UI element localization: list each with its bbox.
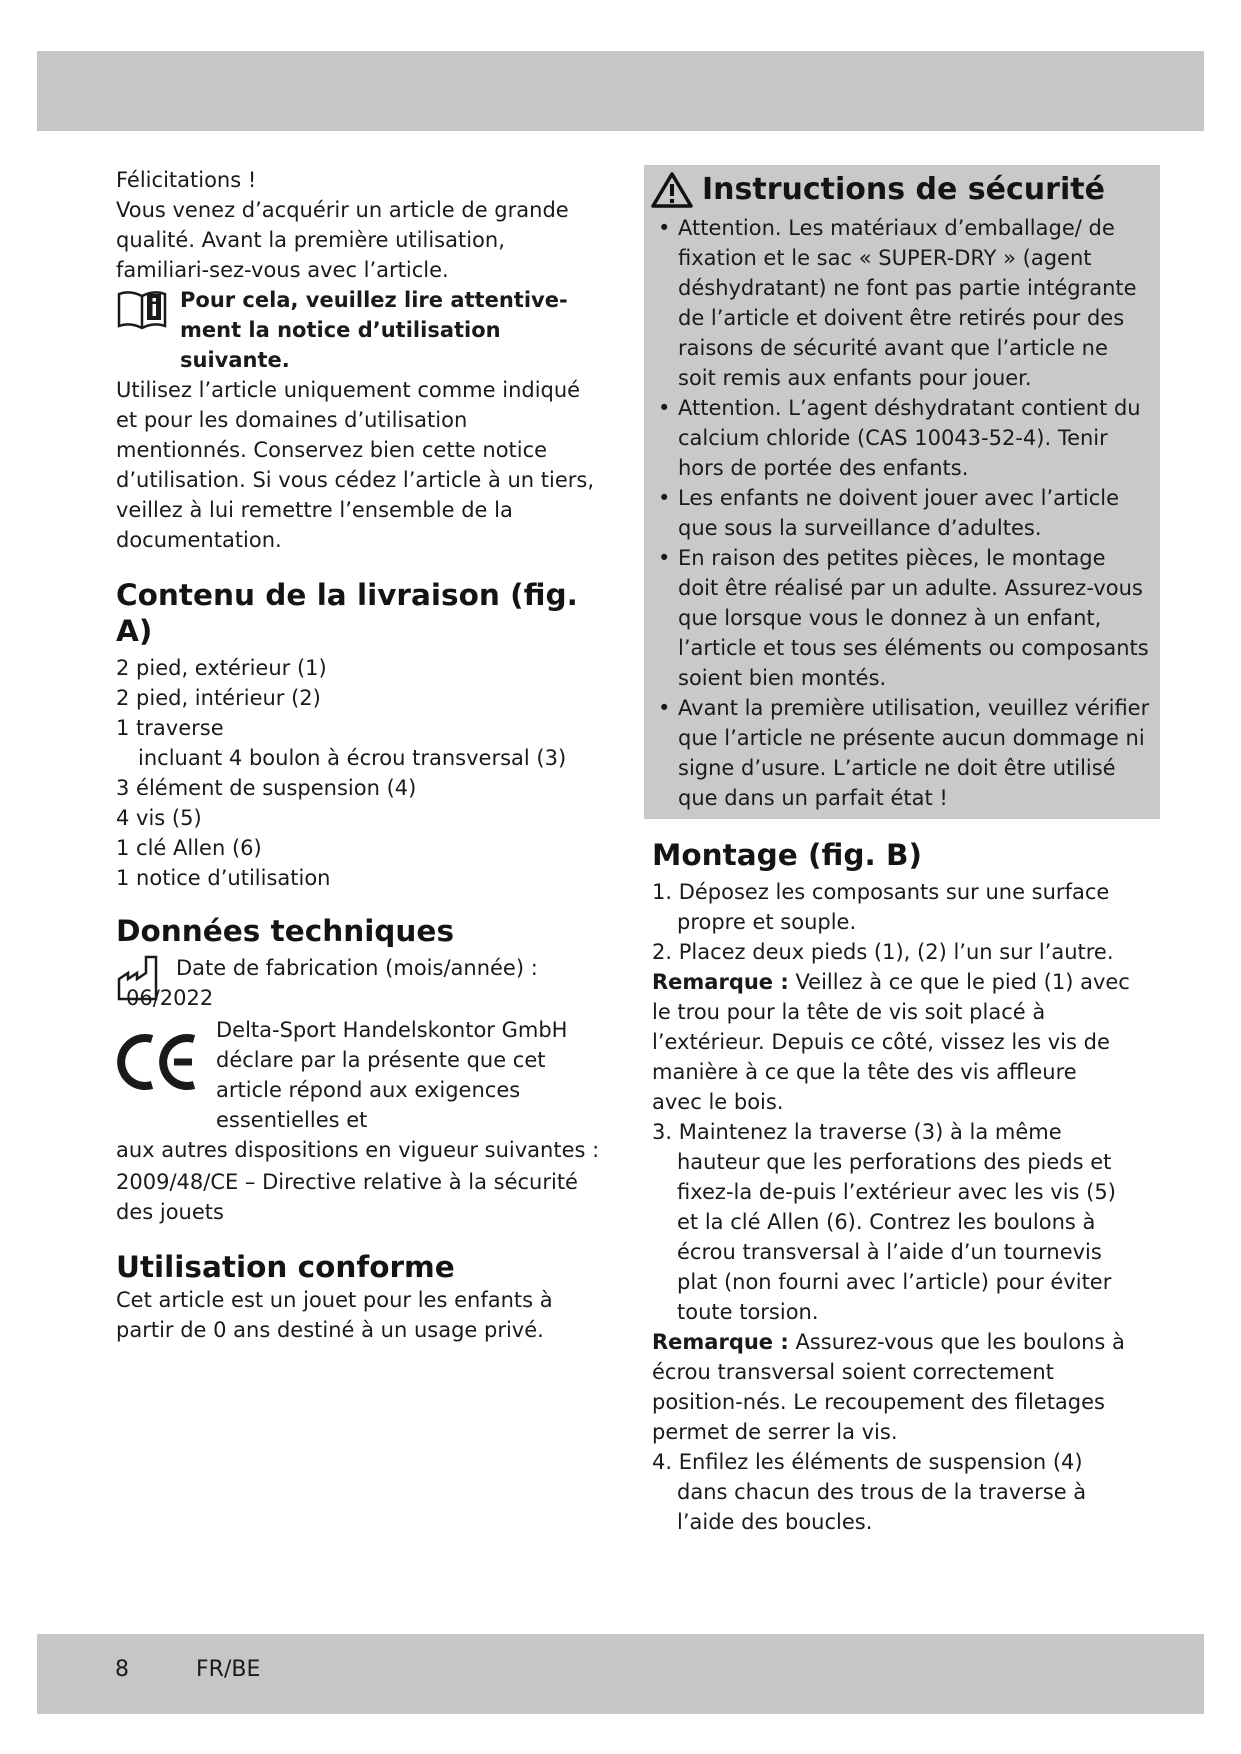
safety-box [644,165,1160,819]
info-note [116,285,604,375]
safety-list [650,213,1152,813]
right-column [652,165,1150,1537]
mfg-date: 06/2022 [126,986,214,1010]
list-item: 1 notice d’utilisation [116,866,331,890]
contents-heading: Contenu de la livraison (fig. A) [116,578,578,648]
read-manual-icon [116,288,168,332]
remark-text: Assurez-vous que les boulons à écrou transversal soient correctement position-nés. Le recoupement des filetages permet de serrer la vis. [652,1330,1125,1444]
remark-1 [652,967,1132,1117]
step-4: 4. Enfilez les éléments de suspension (4) dans chacun des trous de la traverse à l’aide des boucles. [652,1450,1087,1534]
list-item: 2 pied, extérieur (1) [116,656,327,680]
header-band [37,51,1204,131]
step-2: 2. Placez deux pieds (1), (2) l’un sur l’autre. [652,940,1114,964]
step-1: 1. Déposez les composants sur une surface propre et souple. [652,880,1110,934]
montage-heading: Montage (fig. B) [652,838,922,872]
list-item: incluant 4 boulon à écrou transversal (3) [138,746,567,770]
mfg-label: Date de fabrication (mois/année) : [176,956,538,980]
ce-declaration [116,1015,604,1135]
step-3: 3. Maintenez la traverse (3) à la même hauteur que les perforations des pieds et fixez-la de-puis l’extérieur avec les vis (5) et la clé Allen (6). Contrez les boulons à écrou transversal à l’aide d’un tournevis plat (non fourni avec l’article) pour éviter toute torsion. [652,1120,1116,1324]
language-code: FR/BE [196,1657,261,1682]
warning-icon [650,171,694,209]
list-item: 3 élément de suspension (4) [116,776,417,800]
list-item: 1 clé Allen (6) [116,836,262,860]
remark-2 [652,1327,1132,1447]
ce-mark-icon [116,1029,206,1095]
use-text: Cet article est un jouet pour les enfants à partir de 0 ans destiné à un usage privé. [116,1288,553,1342]
list-item: • En raison des petites pièces, le montage doit être réalisé par un adulte. Assurez-vous que lorsque vous le donnez à un enfant, l’article et tous ses éléments ou composants soient bien montés. [650,543,1152,693]
montage-steps [652,877,1132,1537]
list-item: • Attention. Les matériaux d’emballage/ de fixation et le sac « SUPER-DRY » (agent déshydratant) ne font pas partie intégrante de l’article et doivent être retirés pour des raisons de sécurité avant que l’article ne soit remis aux enfants pour jouer. [650,213,1152,393]
list-item: 4 vis (5) [116,806,202,830]
info-note-text: Pour cela, veuillez lire attentive-ment la notice d’utilisation suivante. [180,288,568,372]
list-item: 2 pied, intérieur (2) [116,686,321,710]
safety-heading [650,171,1152,209]
manufacture-date [116,953,604,1013]
remark-text: Veillez à ce que le pied (1) avec le trou pour la tête de vis soit placé à l’extérieur. Depuis ce côté, vissez les vis de manière à ce que la tête des vis affleure avec le bois. [652,970,1130,1114]
contents-list [116,653,604,893]
left-column [116,165,604,1345]
greeting: Félicitations ! [116,168,257,192]
tech-heading: Données techniques [116,914,454,948]
list-item: • Les enfants ne doivent jouer avec l’article que sous la surveillance d’adultes. [650,483,1152,543]
footer-band [37,1634,1204,1714]
directive: 2009/48/CE – Directive relative à la sécurité des jouets [116,1170,578,1224]
usage-text: Utilisez l’article uniquement comme indiqué et pour les domaines d’utilisation mentionnés. Conservez bien cette notice d’utilisation. Si vous cédez l’article à un tiers, veillez à lui remettre l’ensemble de la documentation. [116,378,595,552]
list-item: • Avant la première utilisation, veuillez vérifier que l’article ne présente aucun dommage ni signe d’usure. L’article ne doit être utilisé que dans un parfait état ! [650,693,1152,813]
intro-text: Vous venez d’acquérir un article de grande qualité. Avant la première utilisation, familiari-sez-vous avec l’article. [116,198,569,282]
list-item: • Attention. L’agent déshydratant contient du calcium chloride (CAS 10043-52-4). Tenir hors de portée des enfants. [650,393,1152,483]
page-number: 8 [115,1657,129,1682]
use-heading: Utilisation conforme [116,1250,455,1284]
remark-label: Remarque : [652,970,789,994]
ce-text: Delta-Sport Handelskontor GmbH déclare par la présente que cet article répond aux exigences essentielles et [216,1018,568,1132]
remark-label: Remarque : [652,1330,789,1354]
safety-heading-text: Instructions de sécurité [702,172,1105,207]
ce-text-cont: aux autres dispositions en vigueur suivantes : [116,1138,600,1162]
list-item: 1 traverse [116,716,224,740]
